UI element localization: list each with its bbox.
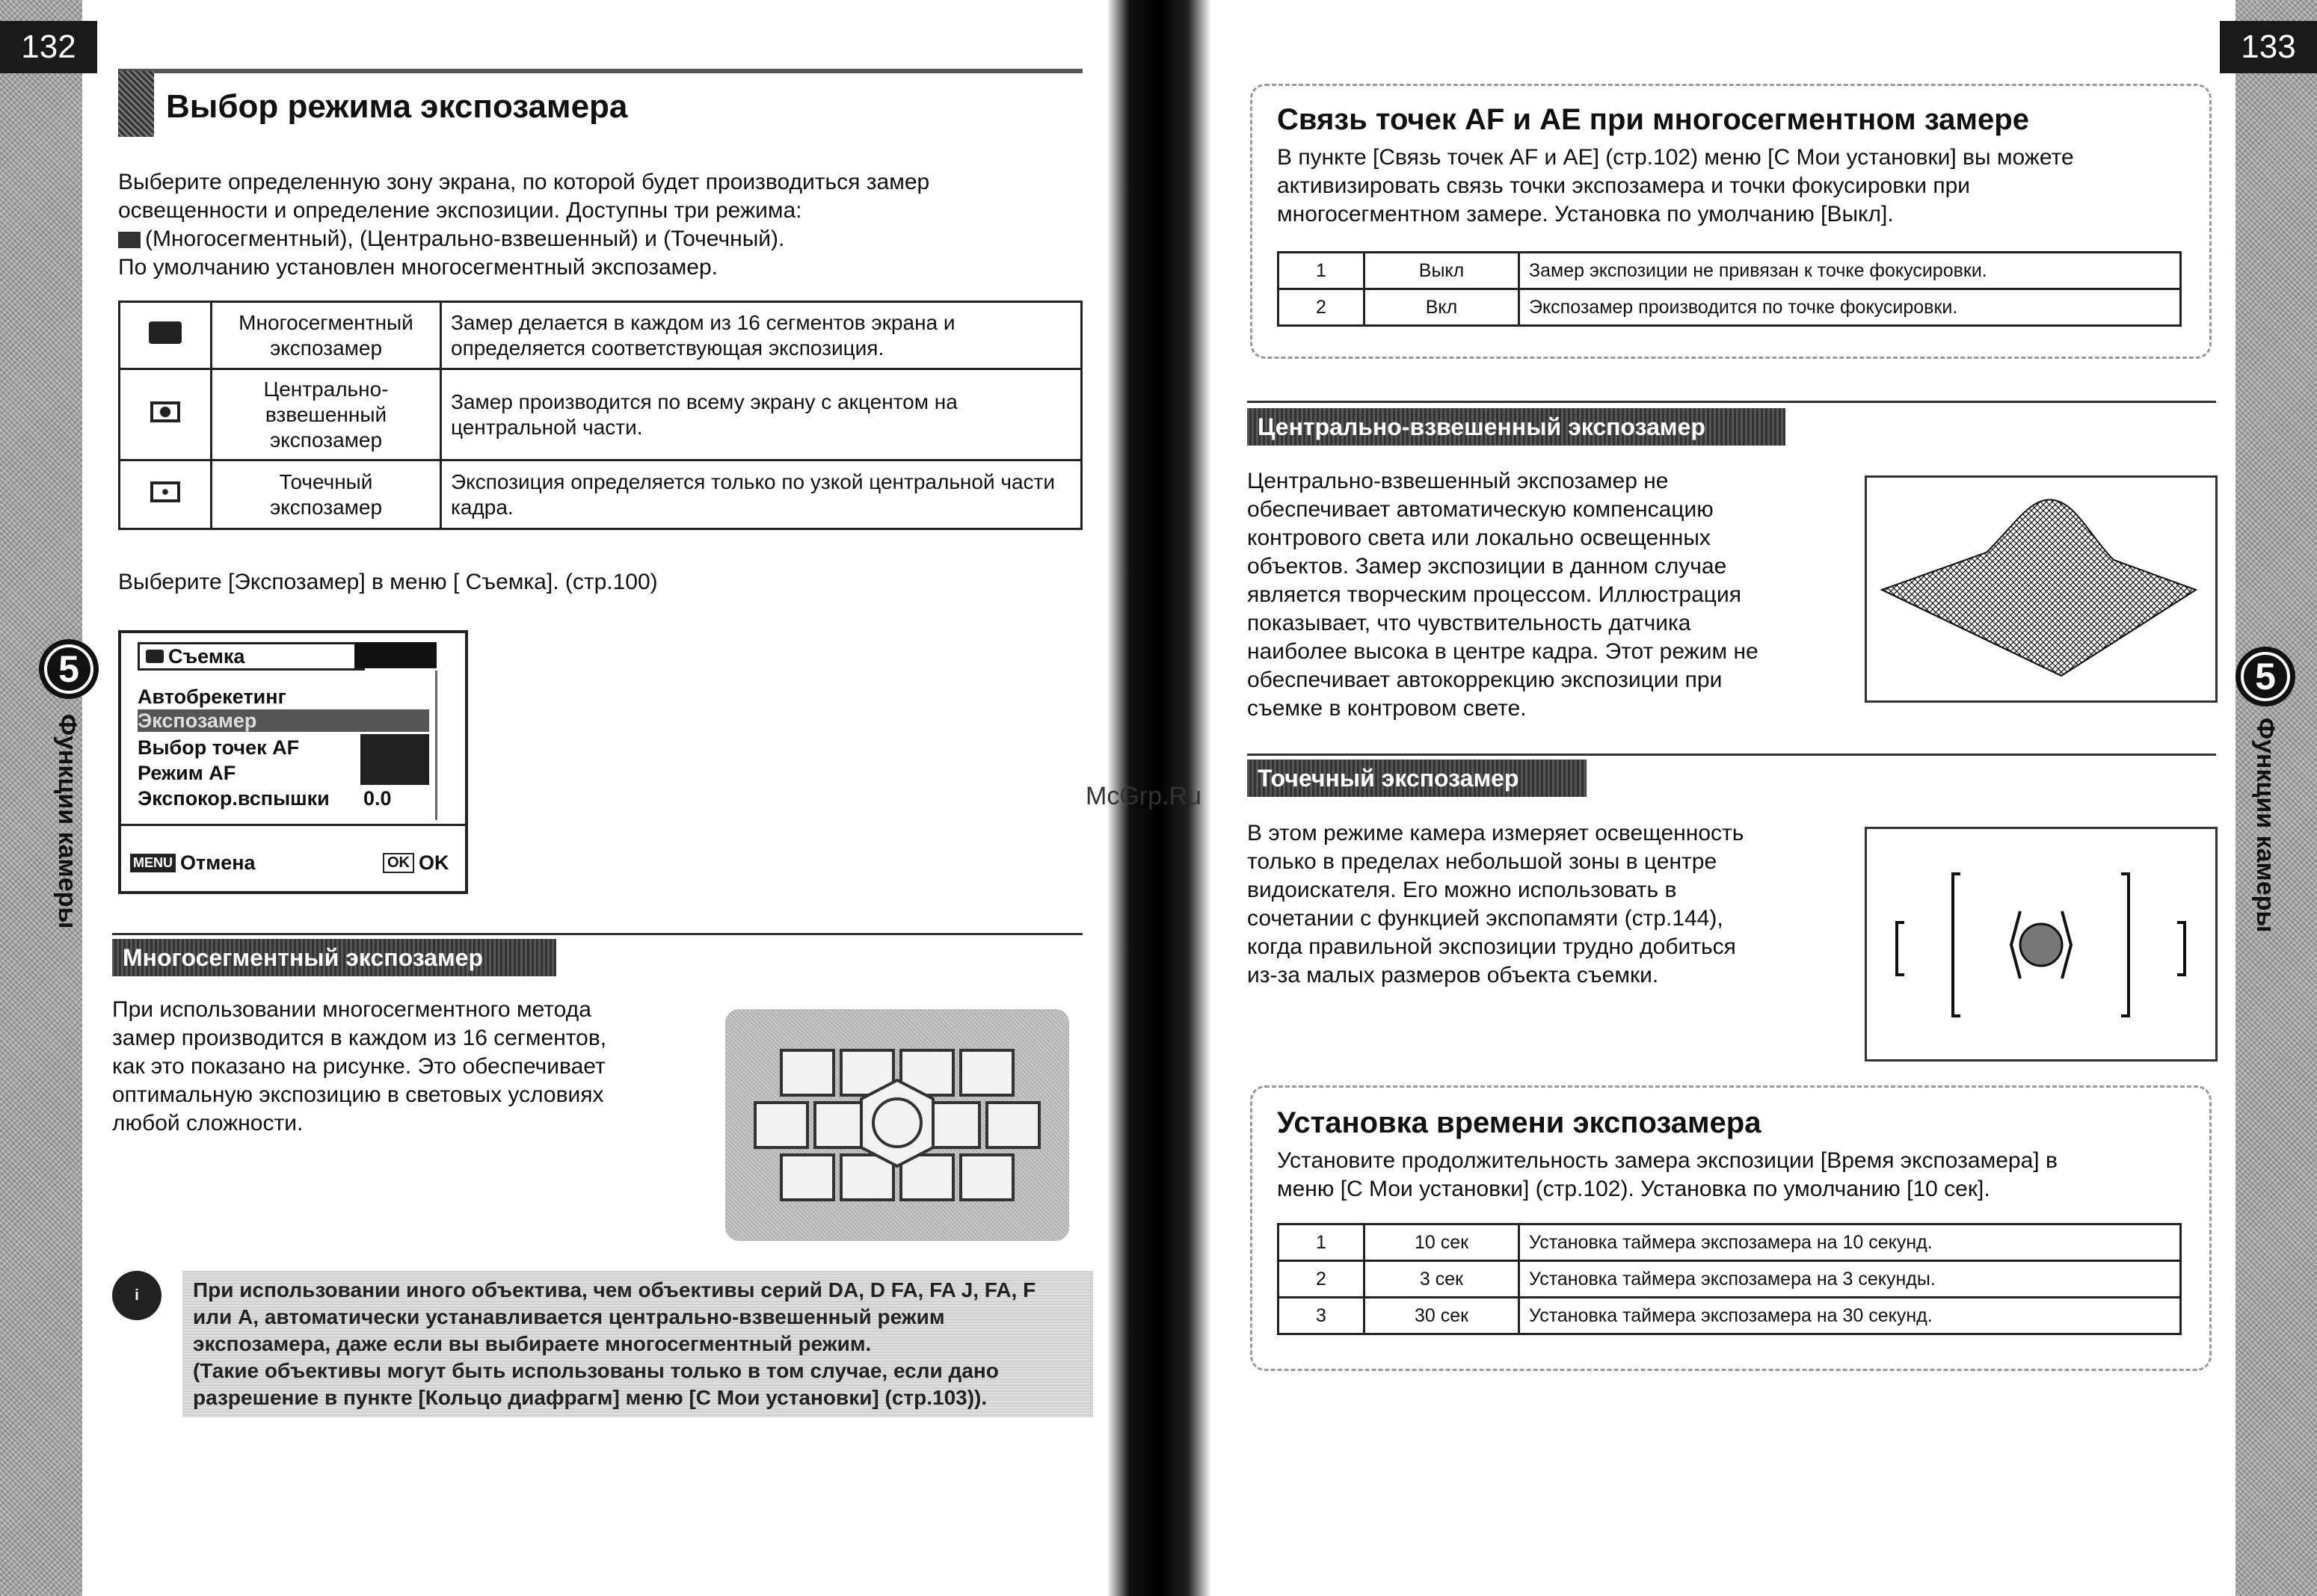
lens-note: При использовании иного объектива, чем объективы серий DA, D FA, FA J, FA, F или A, автоматически устанавливается центрально-взвешенный режим экспозамера, даже если вы выбираете многосегментный режим. (Такие объективы могут быть использованы только в том случае, если дано разрешение в пункте [Кольцо диафрагм] меню [C Мои установки] (стр.103)). [182,1271,1093,1417]
left-chapter-tab: 5 [39,639,99,699]
title-marker [118,71,154,137]
mode-name: Центрально-взвешенный экспозамер [212,369,441,460]
ok-control[interactable] [383,851,449,875]
option: 3 сек [1364,1261,1519,1298]
timer-text: Установите продолжительность замера экспозиции [Время экспозамера] в меню [C Мои установки] (стр.102). Установка по умолчанию [10 сек]. [1277,1148,2058,1201]
spot-icon [150,481,180,502]
description: Установка таймера экспозамера на 3 секунды. [1519,1261,2181,1298]
section-rule [1247,754,2216,756]
row-number: 2 [1278,289,1364,326]
ok-label: OK [419,851,449,874]
spot-text: В этом режиме камера измеряет освещенность только в пределах небольшой зоны в центре видоискателя. Его можно использовать в сочетании с функцией экспопамяти (стр.144), когда правильной экспозиции трудно добиться из-за малых размеров объекта съемки. [1247,821,1744,988]
row-number: 1 [1278,253,1364,289]
cancel-label: Отмена [180,851,256,874]
left-chapter-label: Функции камеры [53,714,81,929]
option: Выкл [1364,253,1519,289]
description: Установка таймера экспозамера на 10 секунд. [1519,1224,2181,1261]
af-ae-title: Связь точек AF и AE при многосегментном замере [1277,103,2029,136]
menu-item[interactable]: Автобрекетинг [138,685,286,708]
mode-name: Многосегментный экспозамер [212,302,441,369]
cancel-control[interactable] [130,851,256,875]
center-text: Центрально-взвешенный экспозамер не обеспечивает автоматическую компенсацию контрового света или локально освещенных объектов. Замер экспозиции в данном случае является творческим процессом. Иллюстрация показывает, что чувствительность датчика наиболее высока в центре кадра. Этот режим не обеспечивает автокоррекцию экспозиции при съемке в контровом свете. [1247,469,1758,721]
timer-table [1277,1223,2182,1335]
menu-instruction: Выберите [Экспозамер] в меню [ Съемка]. (стр.100) [118,570,658,594]
menu-item-selected[interactable]: Экспозамер [138,709,429,732]
center-weighted-icon [150,401,180,422]
description: Экспозамер производится по точке фокусировки. [1519,289,2181,326]
sensitivity-3d-plot [1865,475,2218,703]
row-number: 2 [1278,1261,1364,1298]
right-chapter-label: Функции камеры [2251,718,2280,933]
multi-segment-diagram [725,1009,1069,1241]
row-number: 3 [1278,1298,1364,1334]
section-center-heading: Центрально-взвешенный экспозамер [1247,408,1785,446]
section-rule [1247,401,2216,403]
metering-modes-table [118,301,1083,530]
section-rule [112,933,1083,935]
option: Вкл [1364,289,1519,326]
right-page-number: 133 [2220,21,2317,73]
menu-item[interactable]: Режим AF [138,762,236,784]
right-chapter-tab: 5 [2236,647,2295,706]
site-watermark: McGrp.Ru [1086,782,1201,810]
intro-text: Выберите определенную зону экрана, по которой будет производиться замер освещенности и определение экспозиции. Доступны три режима: (Многосегментный), (Центрально-взвешенный) и (Точечный). По умолчанию установлен многосегментный экспозамер. [118,170,930,280]
mode-desc: Экспозиция определяется только по узкой центральной части кадра. [441,460,1082,529]
ok-key-label: OK [383,853,414,873]
camera-menu-screen [118,630,468,894]
section-multi-heading: Многосегментный экспозамер [112,939,556,976]
section-spot-heading: Точечный экспозамер [1247,760,1587,797]
menu-header: Съемка [168,644,245,668]
menu-item[interactable]: Выбор точек AF [138,736,300,759]
spot-viewfinder-diagram [1865,827,2218,1062]
flash-comp-value: 0.0 [363,787,392,810]
af-ae-text: В пункте [Связь точек AF и AE] (стр.102) меню [C Мои установки] вы можете активизировать связь точки экспозамера и точки фокусировки при многосегментном замере. Установка по умолчанию [Выкл]. [1277,145,2074,227]
multi-segment-icon [149,321,182,344]
title-rule [118,69,1083,73]
description: Замер экспозиции не привязан к точке фокусировки. [1519,253,2181,289]
af-ae-table [1277,251,2182,327]
multi-segment-icon [118,232,141,248]
mode-desc: Замер делается в каждом из 16 сегментов экрана и определяется соответствующая экспозиция. [441,302,1082,369]
lens-note-icon: i [112,1271,161,1320]
description: Установка таймера экспозамера на 30 секунд. [1519,1298,2181,1334]
multi-text: При использовании многосегментного метода замер производится в каждом из 16 сегментов, как это показано на рисунке. Это обеспечивает оптимальную экспозицию в световых условиях любой сложности. [112,997,607,1136]
camera-icon [146,650,164,663]
option: 30 сек [1364,1298,1519,1334]
row-number: 1 [1278,1224,1364,1261]
option: 10 сек [1364,1224,1519,1261]
timer-title: Установка времени экспозамера [1277,1106,1761,1139]
mode-desc: Замер производится по всему экрану с акцентом на центральной части. [441,369,1082,460]
page-title: Выбор режима экспозамера [166,88,628,125]
menu-item[interactable]: Экспокор.вспышки [138,787,330,810]
mode-name: Точечный экспозамер [212,460,441,529]
menu-key-label: MENU [130,854,176,872]
left-page-number: 132 [0,21,97,73]
